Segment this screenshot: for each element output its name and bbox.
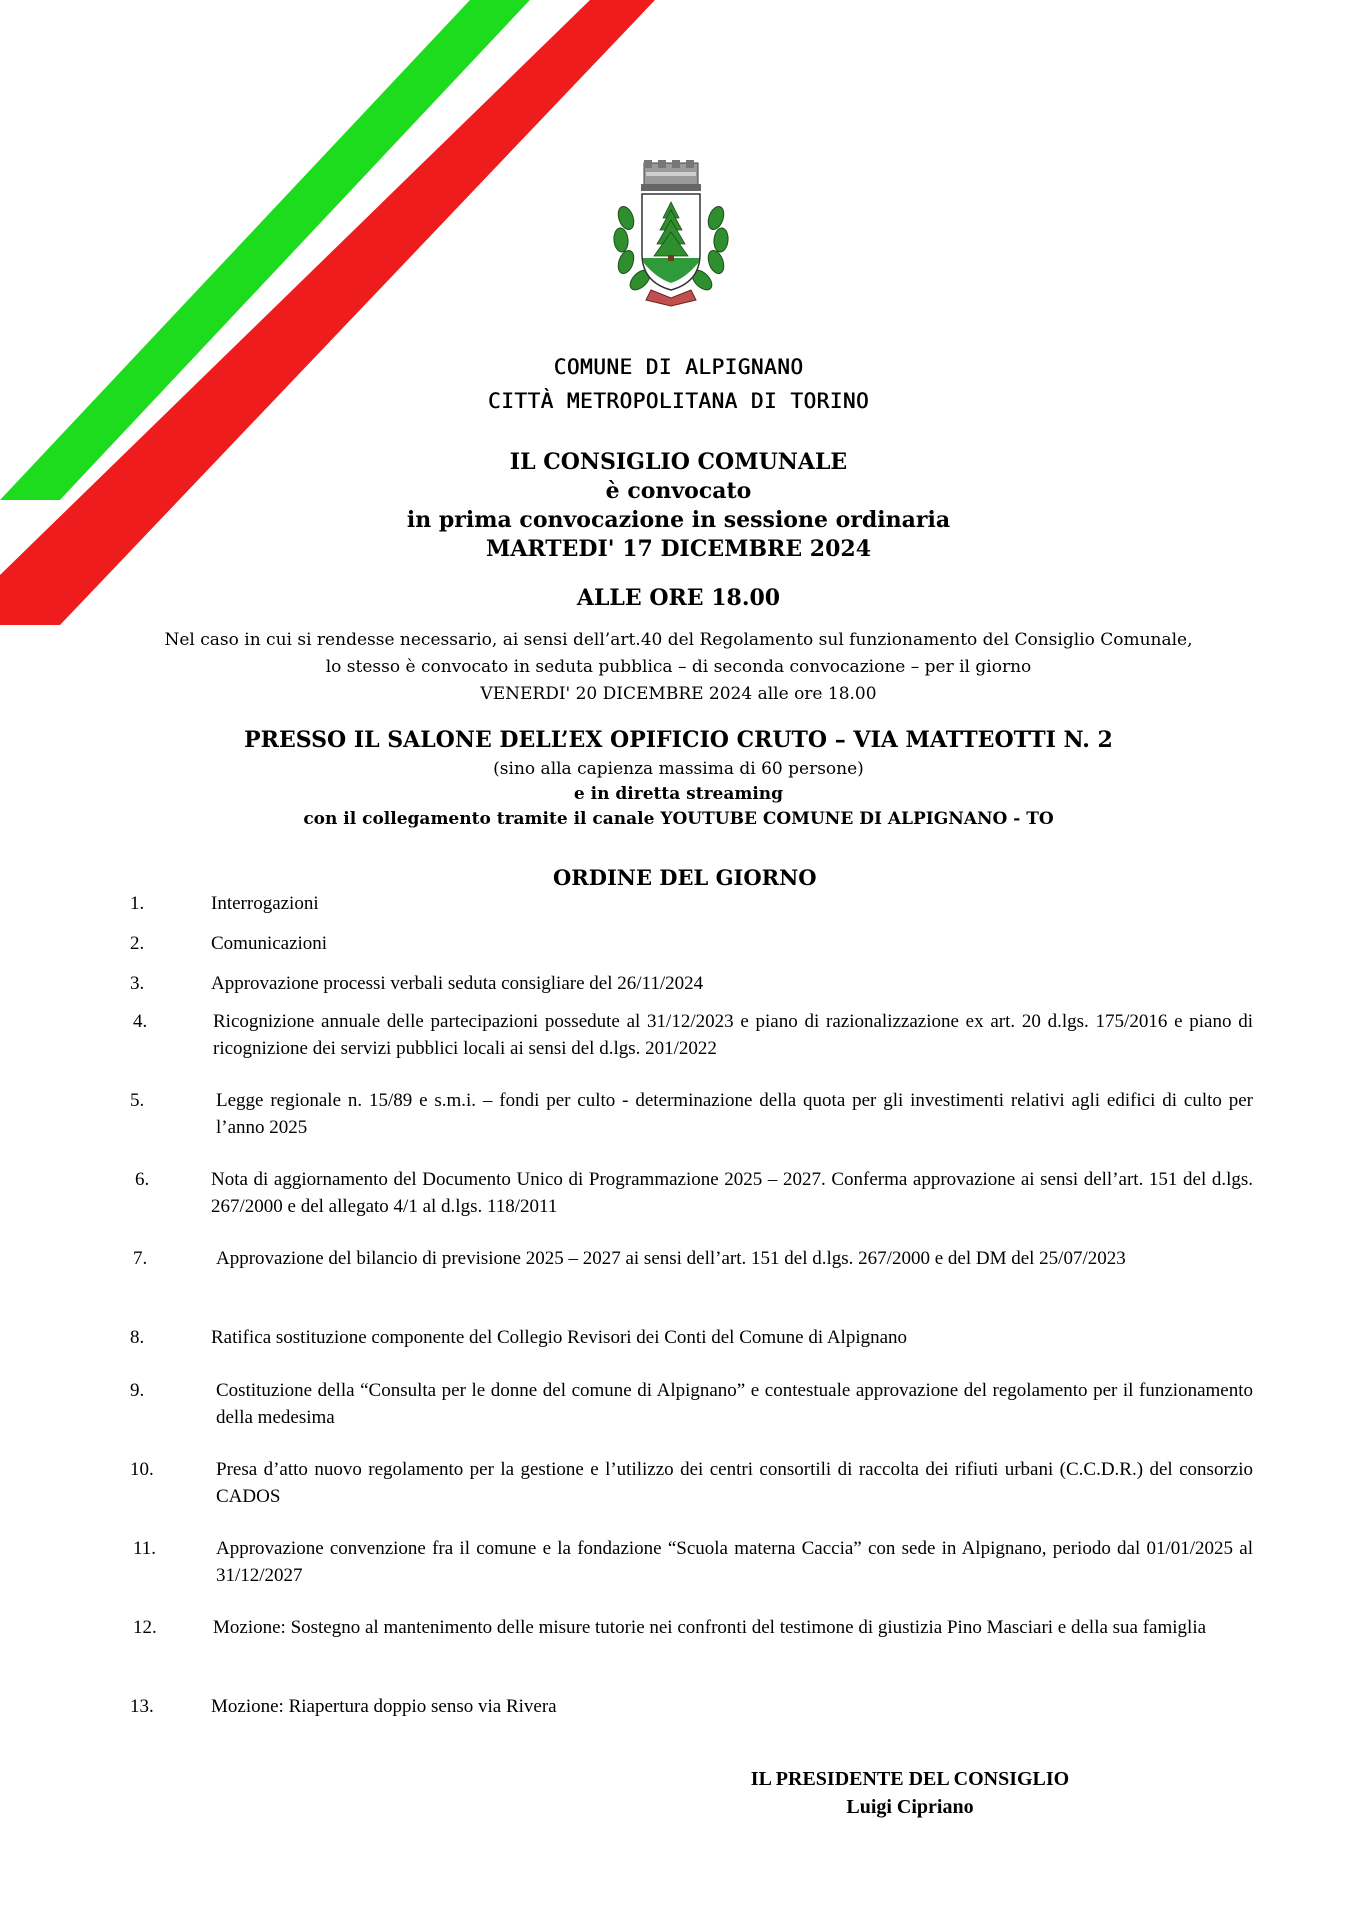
agenda-item-number: 5.: [130, 1090, 145, 1111]
agenda-item-number: 11.: [133, 1538, 157, 1559]
agenda-item-text: Costituzione della “Consulta per le donne del comune di Alpignano” e contestuale approvazione del regolamento per il funzionamento della medesima: [216, 1380, 1253, 1428]
agenda-item-text: Approvazione processi verbali seduta consigliare del 26/11/2024: [211, 973, 704, 994]
agenda-item-number: 12.: [133, 1617, 157, 1638]
agenda-item-number: 10.: [130, 1459, 154, 1480]
second-call-line-3: VENERDI' 20 DICEMBRE 2024 alle ore 18.00: [480, 684, 877, 704]
agenda-item-text: Interrogazioni: [211, 893, 319, 914]
council-name: IL CONSIGLIO COMUNALE: [509, 449, 848, 475]
agenda-item-number: 1.: [130, 893, 145, 914]
agenda-item-text: Legge regionale n. 15/89 e s.m.i. – fondi per culto - determinazione della quota per gli investimenti relativi agli edifici di culto per l’anno 2025: [216, 1090, 1253, 1138]
crown-icon: [641, 160, 701, 191]
agenda-item-text: Mozione: Riapertura doppio senso via Rivera: [211, 1696, 557, 1717]
agenda-title: ORDINE DEL GIORNO: [553, 865, 817, 890]
convened-line: è convocato: [605, 478, 752, 504]
agenda-item-number: 6.: [135, 1169, 150, 1190]
agenda-item-number: 8.: [130, 1327, 145, 1348]
agenda-item-number: 9.: [130, 1380, 145, 1401]
agenda-item-text: Mozione: Sostegno al mantenimento delle misure tutorie nei confronti del testimone di giustizia Pino Masciari e della sua famiglia: [213, 1617, 1207, 1638]
municipality-header: [0, 350, 1357, 418]
streaming-block: [0, 757, 1357, 832]
streaming-line: e in diretta streaming: [573, 784, 784, 804]
signatory-name: Luigi Cipriano: [846, 1796, 974, 1818]
second-call-line-2: lo stesso è convocato in seduta pubblica – di seconda convocazione – per il giorno: [325, 657, 1032, 677]
signature-block: [690, 1765, 1130, 1821]
municipality-name: COMUNE DI ALPIGNANO: [553, 355, 804, 379]
second-call-note: [0, 627, 1357, 708]
municipal-crest-logo: [606, 158, 736, 313]
meeting-time: ALLE ORE 18.00: [576, 585, 781, 611]
agenda-item-text: Approvazione del bilancio di previsione 2025 – 2027 ai sensi dell’art. 151 del d.lgs. 267/2000 e del DM del 25/07/2023: [216, 1248, 1126, 1269]
signatory-role: IL PRESIDENTE DEL CONSIGLIO: [750, 1768, 1070, 1790]
agenda-item-number: 13.: [130, 1696, 154, 1717]
agenda-item-number: 3.: [130, 973, 145, 994]
agenda-item-text: Nota di aggiornamento del Documento Unico di Programmazione 2025 – 2027. Conferma approvazione ai sensi dell’art. 151 del d.lgs. 267/2000 e del allegato 4/1 al d.lgs. 118/2011: [211, 1169, 1253, 1217]
agenda-item-number: 2.: [130, 933, 145, 954]
metropolitan-city: CITTÀ METROPOLITANA DI TORINO: [487, 389, 870, 413]
session-line: in prima convocazione in sessione ordinaria: [406, 507, 951, 533]
second-call-line-1: Nel caso in cui si rendesse necessario, ai sensi dell’art.40 del Regolamento sul funzionamento del Consiglio Comunale,: [164, 630, 1193, 650]
agenda-item-text: Comunicazioni: [211, 933, 328, 954]
agenda-item-text: Presa d’atto nuovo regolamento per la gestione e l’utilizzo dei centri consortili di raccolta dei rifiuti urbani (C.C.D.R.) del consorzio CADOS: [216, 1459, 1253, 1507]
agenda-item-number: 4.: [133, 1011, 148, 1032]
capacity-note: (sino alla capienza massima di 60 persone): [493, 759, 864, 779]
venue-line: PRESSO IL SALONE DELL’EX OPIFICIO CRUTO – VIA MATTEOTTI N. 2: [244, 727, 1113, 753]
agenda-item-number: 7.: [133, 1248, 148, 1269]
ribbon-icon: [646, 290, 696, 306]
youtube-channel-line: con il collegamento tramite il canale YOUTUBE COMUNE DI ALPIGNANO - TO: [303, 809, 1054, 829]
convocation-block: [0, 448, 1357, 564]
white-stripe: [60, 0, 590, 500]
agenda-item-text: Ratifica sostituzione componente del Collegio Revisori dei Conti del Comune di Alpignano: [211, 1327, 908, 1348]
green-stripe: [0, 0, 530, 500]
agenda-item-text: Approvazione convenzione fra il comune e la fondazione “Scuola materna Caccia” con sede in Alpignano, periodo dal 01/01/2025 al 31/12/2027: [216, 1538, 1253, 1586]
agenda-item-text: Ricognizione annuale delle partecipazioni possedute al 31/12/2023 e piano di razionalizzazione ex art. 20 d.lgs. 175/2016 e piano di ricognizione dei servizi pubblici locali ai sensi del d.lgs. 201/2022: [213, 1011, 1253, 1059]
meeting-date: MARTEDI' 17 DICEMBRE 2024: [485, 536, 872, 562]
